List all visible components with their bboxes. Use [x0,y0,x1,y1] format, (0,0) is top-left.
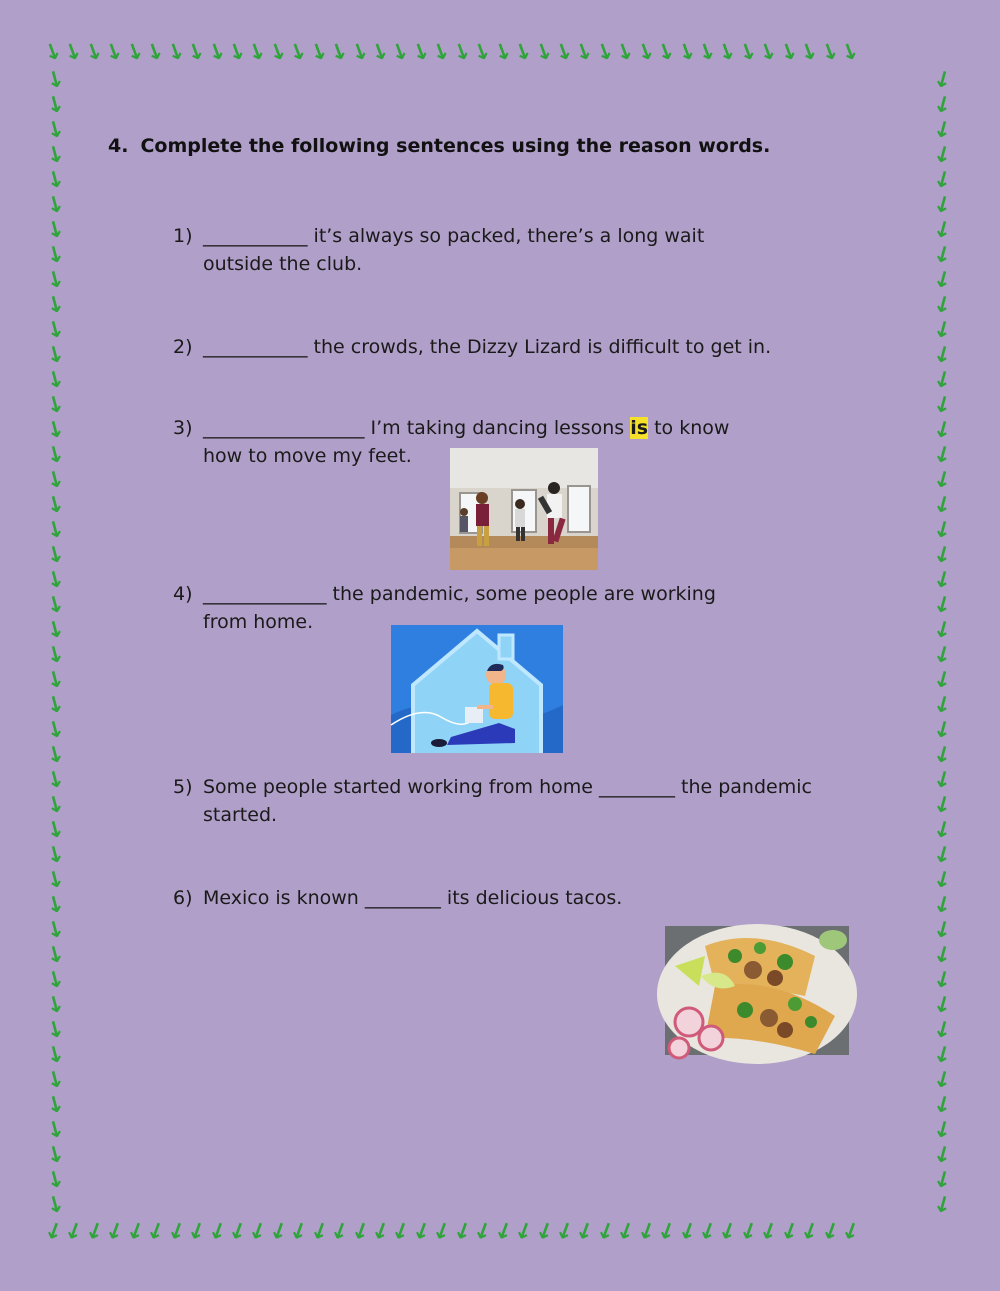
highlighted-word: is [630,417,649,439]
border-arrow-icon: ↓ [653,1217,682,1248]
border-arrow-icon: ↓ [930,241,955,271]
border-arrow-icon: ↓ [346,37,375,68]
border-arrow-icon: ↓ [43,1066,68,1096]
text-part: _________________ I’m taking dancing lessons [203,417,631,439]
border-arrow-icon: ↓ [224,37,252,68]
border-arrow-icon: ↓ [183,37,211,68]
border-arrow-icon: ↓ [43,116,68,146]
border-arrow-icon: ↓ [60,37,89,68]
border-arrow-icon: ↓ [43,716,68,746]
border-arrow-icon: ↓ [43,641,68,671]
border-arrow-icon: ↓ [43,141,68,171]
border-arrow-icon: ↓ [930,341,955,371]
border-arrow-icon: ↓ [244,1217,273,1248]
border-arrow-icon: ↓ [428,1217,457,1248]
border-arrow-icon: ↓ [326,37,355,68]
border-arrow-icon: ↓ [43,1116,68,1146]
border-arrow-icon: ↓ [930,291,955,321]
border-arrow-icon: ↓ [449,1217,478,1248]
border-arrow-icon: ↓ [930,516,955,546]
border-arrow-icon: ↓ [204,1217,232,1248]
border-arrow-icon: ↓ [326,1217,355,1248]
border-arrow-icon: ↓ [930,141,955,171]
border-arrow-icon: ↓ [43,91,68,121]
border-arrow-icon: ↓ [43,216,68,246]
border-arrow-icon: ↓ [510,37,538,68]
border-arrow-icon: ↓ [930,791,955,821]
border-arrow-icon: ↓ [81,37,109,68]
border-arrow-icon: ↓ [43,241,68,271]
border-arrow-icon: ↓ [43,966,68,996]
border-arrow-icon: ↓ [285,1217,314,1248]
border-arrow-icon: ↓ [694,37,722,68]
question-text-line1: _____________ the pandemic, some people are working [203,583,716,605]
question-number: 6) [173,887,193,909]
dancing-lesson-photo [450,448,598,570]
border-arrow-icon: ↓ [551,37,579,68]
border-arrow-icon: ↓ [163,1217,191,1248]
border-arrow-icon: ↓ [571,37,600,68]
border-arrow-icon: ↓ [930,1066,955,1096]
border-arrow-icon: ↓ [43,991,68,1021]
border-arrow-icon: ↓ [930,666,955,696]
border-arrow-icon: ↓ [489,37,518,68]
border-arrow-icon: ↓ [81,1217,110,1248]
exercise-title [108,135,770,157]
border-arrow-icon: ↓ [930,416,955,446]
border-arrow-icon: ↓ [43,1041,68,1071]
border-right [930,66,955,1221]
border-arrow-icon: ↓ [571,1217,600,1248]
question-text-line2: outside the club. [203,253,363,275]
border-arrow-icon: ↓ [43,1091,68,1121]
border-arrow-icon: ↓ [530,37,559,68]
border-arrow-icon: ↓ [531,1217,559,1248]
border-arrow-icon: ↓ [264,37,293,68]
border-arrow-icon: ↓ [43,616,68,646]
border-arrow-icon: ↓ [43,766,68,796]
text-part: to know [648,417,730,439]
border-arrow-icon: ↓ [837,37,865,68]
border-arrow-icon: ↓ [930,966,955,996]
border-arrow-icon: ↓ [265,1217,294,1248]
border-arrow-icon: ↓ [930,541,955,571]
border-arrow-icon: ↓ [43,1191,68,1221]
border-arrow-icon: ↓ [551,1217,580,1248]
border-arrow-icon: ↓ [43,841,68,871]
border-arrow-icon: ↓ [43,341,68,371]
border-arrow-icon: ↓ [428,37,457,68]
border-arrow-icon: ↓ [930,991,955,1021]
border-arrow-icon: ↓ [735,37,763,68]
border-arrow-icon: ↓ [930,1091,955,1121]
border-arrow-icon: ↓ [930,191,955,221]
border-arrow-icon: ↓ [930,1041,955,1071]
border-arrow-icon: ↓ [755,1217,784,1248]
border-arrow-icon: ↓ [43,366,68,396]
border-arrow-icon: ↓ [43,1166,68,1196]
border-top [40,37,956,68]
question-number: 4) [173,583,193,605]
border-arrow-icon: ↓ [43,316,68,346]
question-number: 5) [173,776,193,798]
border-arrow-icon: ↓ [101,37,130,68]
question-text-line1 [203,414,729,442]
border-arrow-icon: ↓ [408,1217,437,1248]
border-arrow-icon: ↓ [930,441,955,471]
question-number: 1) [173,225,193,247]
border-arrow-icon: ↓ [469,1217,498,1248]
border-arrow-icon: ↓ [930,1016,955,1046]
border-arrow-icon: ↓ [162,37,191,68]
border-arrow-icon: ↓ [817,1217,845,1248]
border-arrow-icon: ↓ [43,191,68,221]
border-arrow-icon: ↓ [930,166,955,196]
question-text-line1: Some people started working from home ________ the pandemic [203,776,812,798]
border-arrow-icon: ↓ [775,37,804,68]
border-arrow-icon: ↓ [101,1217,130,1248]
question-number: 3) [173,417,193,439]
border-arrow-icon: ↓ [43,166,68,196]
border-arrow-icon: ↓ [930,316,955,346]
border-arrow-icon: ↓ [930,91,955,121]
border-arrow-icon: ↓ [714,1217,743,1248]
question-text-line2: from home. [203,611,314,633]
exercise-number: 4. [108,135,129,157]
exercise-instructions: Complete the following sentences using the reason words. [140,135,771,157]
border-arrow-icon: ↓ [930,616,955,646]
border-arrow-icon: ↓ [43,891,68,921]
border-bottom [40,1217,956,1248]
border-arrow-icon: ↓ [43,391,68,421]
border-arrow-icon: ↓ [930,641,955,671]
border-arrow-icon: ↓ [930,716,955,746]
border-arrow-icon: ↓ [930,1116,955,1146]
border-arrow-icon: ↓ [43,291,68,321]
border-arrow-icon: ↓ [930,766,955,796]
border-arrow-icon: ↓ [43,591,68,621]
border-arrow-icon: ↓ [796,1217,825,1248]
border-arrow-icon: ↓ [632,37,661,68]
border-arrow-icon: ↓ [930,916,955,946]
border-arrow-icon: ↓ [142,37,171,68]
border-arrow-icon: ↓ [612,37,641,68]
border-arrow-icon: ↓ [673,37,702,68]
border-arrow-icon: ↓ [387,37,416,68]
border-arrow-icon: ↓ [633,1217,661,1248]
border-arrow-icon: ↓ [43,66,68,96]
border-left [43,66,68,1221]
border-arrow-icon: ↓ [367,1217,396,1248]
border-arrow-icon: ↓ [43,791,68,821]
question-text-line1: ___________ it’s always so packed, there’s a long wait [203,225,705,247]
border-arrow-icon: ↓ [183,1217,212,1248]
border-arrow-icon: ↓ [142,1217,171,1248]
border-arrow-icon: ↓ [930,1141,955,1171]
question-number: 2) [173,336,193,358]
border-arrow-icon: ↓ [816,37,845,68]
border-arrow-icon: ↓ [930,66,955,96]
border-arrow-icon: ↓ [244,37,273,68]
question-text-line2: started. [203,804,278,826]
border-arrow-icon: ↓ [930,466,955,496]
border-arrow-icon: ↓ [930,816,955,846]
border-arrow-icon: ↓ [612,1217,641,1248]
border-arrow-icon: ↓ [930,841,955,871]
border-arrow-icon: ↓ [714,37,743,68]
border-arrow-icon: ↓ [40,1217,69,1248]
border-arrow-icon: ↓ [930,891,955,921]
border-arrow-icon: ↓ [285,37,314,68]
border-arrow-icon: ↓ [43,941,68,971]
border-arrow-icon: ↓ [387,1217,416,1248]
border-arrow-icon: ↓ [930,866,955,896]
border-arrow-icon: ↓ [43,441,68,471]
border-arrow-icon: ↓ [591,37,620,68]
border-arrow-icon: ↓ [224,1217,253,1248]
border-arrow-icon: ↓ [43,1141,68,1171]
border-arrow-icon: ↓ [930,266,955,296]
border-arrow-icon: ↓ [43,541,68,571]
border-arrow-icon: ↓ [930,591,955,621]
border-arrow-icon: ↓ [43,866,68,896]
border-arrow-icon: ↓ [930,691,955,721]
border-arrow-icon: ↓ [653,37,682,68]
work-from-home-illustration [391,625,563,753]
border-arrow-icon: ↓ [43,916,68,946]
border-arrow-icon: ↓ [930,1191,955,1221]
border-arrow-icon: ↓ [674,1217,702,1248]
border-arrow-icon: ↓ [930,941,955,971]
border-arrow-icon: ↓ [592,1217,621,1248]
border-arrow-icon: ↓ [43,816,68,846]
border-arrow-icon: ↓ [347,1217,375,1248]
border-arrow-icon: ↓ [43,466,68,496]
border-arrow-icon: ↓ [43,691,68,721]
border-arrow-icon: ↓ [43,741,68,771]
border-arrow-icon: ↓ [306,1217,334,1248]
border-arrow-icon: ↓ [930,216,955,246]
border-arrow-icon: ↓ [796,37,825,68]
border-arrow-icon: ↓ [837,1217,866,1248]
border-arrow-icon: ↓ [43,516,68,546]
border-arrow-icon: ↓ [60,1217,89,1248]
border-arrow-icon: ↓ [43,1016,68,1046]
border-arrow-icon: ↓ [930,741,955,771]
border-arrow-icon: ↓ [755,37,784,68]
border-arrow-icon: ↓ [43,666,68,696]
border-arrow-icon: ↓ [448,37,477,68]
border-arrow-icon: ↓ [367,37,395,68]
border-arrow-icon: ↓ [930,391,955,421]
border-arrow-icon: ↓ [469,37,498,68]
border-arrow-icon: ↓ [40,37,68,68]
tacos-photo [665,926,849,1055]
border-arrow-icon: ↓ [735,1217,764,1248]
question-text-line1: Mexico is known ________ its delicious tacos. [203,887,623,909]
border-arrow-icon: ↓ [930,566,955,596]
border-arrow-icon: ↓ [305,37,334,68]
border-arrow-icon: ↓ [203,37,232,68]
border-arrow-icon: ↓ [930,116,955,146]
border-arrow-icon: ↓ [930,366,955,396]
border-arrow-icon: ↓ [43,416,68,446]
border-arrow-icon: ↓ [43,566,68,596]
border-arrow-icon: ↓ [122,1217,151,1248]
border-arrow-icon: ↓ [408,37,436,68]
border-arrow-icon: ↓ [930,491,955,521]
border-arrow-icon: ↓ [43,266,68,296]
border-arrow-icon: ↓ [510,1217,539,1248]
border-arrow-icon: ↓ [776,1217,805,1248]
question-text-line2: how to move my feet. [203,445,412,467]
question-text-line1: ___________ the crowds, the Dizzy Lizard is difficult to get in. [203,336,772,358]
border-arrow-icon: ↓ [694,1217,723,1248]
border-arrow-icon: ↓ [490,1217,518,1248]
border-arrow-icon: ↓ [43,491,68,521]
border-arrow-icon: ↓ [121,37,150,68]
border-arrow-icon: ↓ [930,1166,955,1196]
